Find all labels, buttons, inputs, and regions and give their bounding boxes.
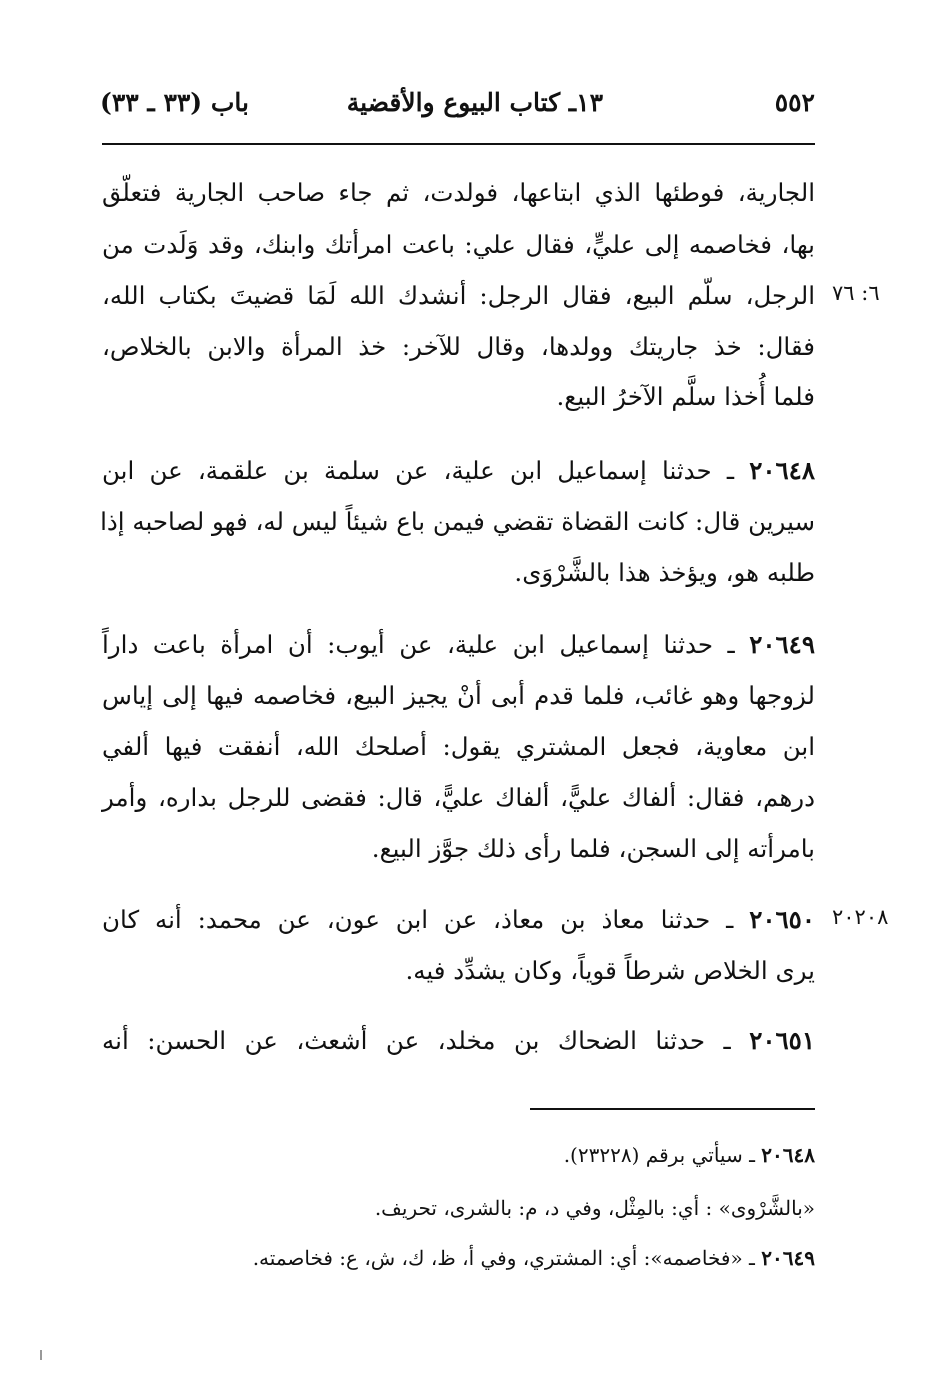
section-label: باب (٣٣ ـ ٣٣): [100, 88, 249, 117]
hadith-20649-line: ٢٠٦٤٩ ـ حدثنا إسماعيل ابن علية، عن أيوب: أن امرأة باعت داراً: [102, 630, 815, 659]
hadith-number: ٢٠٦٤٩: [749, 630, 815, 659]
body-line: سيرين قال: كانت القضاة تقضي فيمن باع شيئاً ليس له، فهو لصاحبه إذا: [100, 507, 815, 536]
body-line: فلما أُخذا سلَّم الآخرُ البيع.: [556, 382, 815, 411]
margin-reference: ٦: ٧٦: [832, 281, 880, 305]
scan-speck: [40, 1350, 42, 1360]
body-line: الجارية، فوطئها الذي ابتاعها، فولدت، ثم جاء صاحب الجارية فتعلّق: [102, 178, 815, 207]
body-line: طلبه هو، ويؤخذ هذا بالشَّرْوَى.: [514, 558, 815, 587]
hadith-20648-line: ٢٠٦٤٨ ـ حدثنا إسماعيل ابن علية، عن سلمة بن علقمة، عن ابن: [102, 456, 815, 485]
body-line: الرجل، سلّم البيع، فقال الرجل: أنشدك الله لَمَا قضيتَ بكتاب الله،: [102, 281, 815, 310]
body-line: فقال: خذ جاريتك وولدها، وقال للآخر: خذ المرأة والابن بالخلاص،: [102, 332, 815, 361]
body-line: درهم، فقال: ألفاك عليًّ، ألفاك عليًّ، قال: فقضى للرجل بداره، وأمر: [102, 783, 815, 812]
hadith-number: ٢٠٦٥١: [749, 1026, 815, 1055]
footnote-rule: [530, 1108, 815, 1110]
page-number: ٥٥٢: [774, 88, 815, 117]
chapter-title: ١٣ـ كتاب البيوع والأقضية: [346, 88, 603, 117]
running-header: [100, 88, 815, 130]
hadith-20651-line: ٢٠٦٥١ ـ حدثنا الضحاك بن مخلد، عن أشعث، عن الحسن: أنه: [102, 1026, 815, 1055]
footnote: ٢٠٦٤٨ ـ سيأتي برقم (٢٣٢٢٨).: [563, 1143, 815, 1167]
footnote: ٢٠٦٤٩ ـ «فخاصمه»: أي: المشتري، وفي أ، ظ، ك، ش، ع: فخاصمته.: [252, 1246, 815, 1270]
footnote: «بالشَّرْوى» : أي: بالمِثْل، وفي د، م: بالشرى، تحريف.: [374, 1196, 815, 1220]
hadith-number: ٢٠٦٥٠: [749, 905, 815, 934]
body-line: بامرأته إلى السجن، فلما رأى ذلك جوَّز البيع.: [371, 834, 815, 863]
body-line: ابن معاوية، فجعل المشتري يقول: أصلحك الله، أنفقت فيها ألفي: [102, 732, 815, 761]
header-rule: [102, 143, 815, 145]
body-line: يرى الخلاص شرطاً قوياً، وكان يشدِّد فيه.: [405, 956, 815, 985]
hadith-20650-line: ٢٠٦٥٠ ـ حدثنا معاذ بن معاذ، عن ابن عون، عن محمد: أنه كان: [102, 905, 815, 934]
margin-reference: ٢٠٢٠٨: [832, 905, 889, 929]
body-line: بها، فخاصمه إلى عليٍّ، فقال علي: باعت امرأتك وابنك، وقد وَلَدت من: [102, 230, 815, 259]
body-line: لزوجها وهو غائب، فلما قدم أبى أنْ يجيز البيع، فخاصمه فيها إلى إياس: [102, 681, 815, 710]
hadith-number: ٢٠٦٤٨: [749, 456, 815, 485]
